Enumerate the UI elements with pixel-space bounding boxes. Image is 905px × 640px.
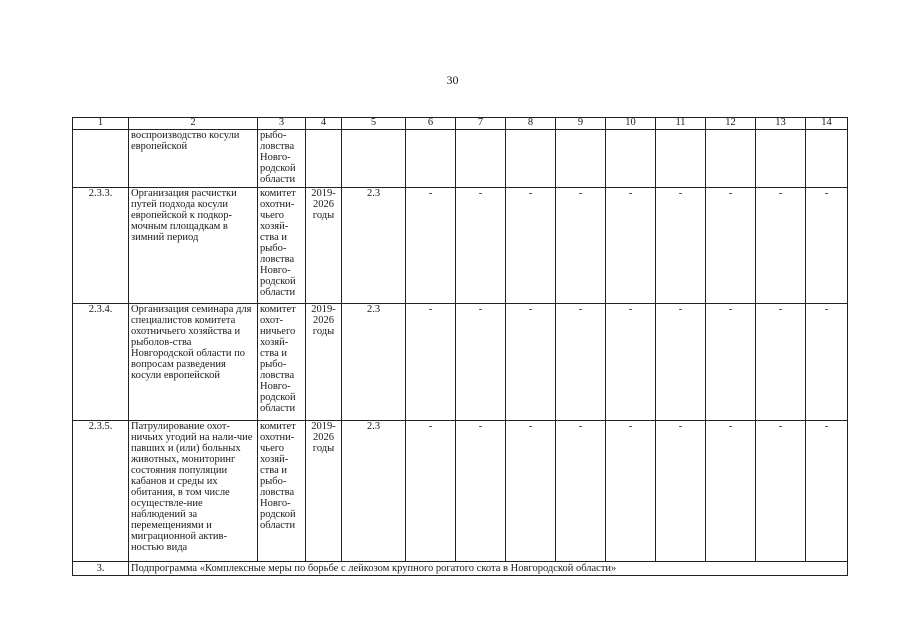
value-cell: - [706, 304, 756, 421]
program-table [72, 117, 848, 576]
activity-name: воспроизводство косули европейской [129, 130, 258, 188]
subprogram-row [73, 562, 848, 576]
column-header: 8 [506, 118, 556, 130]
column-header: 7 [456, 118, 506, 130]
term [306, 130, 342, 188]
value-cell [406, 130, 456, 188]
value-cell: - [406, 304, 456, 421]
value-cell: - [406, 188, 456, 304]
column-header: 14 [806, 118, 848, 130]
value-cell [706, 130, 756, 188]
term: 2019-2026 годы [306, 304, 342, 421]
activity-name: Организация расчистки путей подхода косули европейской к подкор-мочным площадкам в зимний период [129, 188, 258, 304]
value-cell [656, 130, 706, 188]
value-cell: - [506, 188, 556, 304]
table-row [73, 130, 848, 188]
activity-name: Организация семинара для специалистов комитета охотничьего хозяйства и рыболов-ства Новгородской области по вопросам разведения косули европейской [129, 304, 258, 421]
value-cell [456, 130, 506, 188]
column-header: 13 [756, 118, 806, 130]
term: 2019-2026 годы [306, 421, 342, 562]
page-number: 30 [446, 73, 459, 87]
executor: комитет охотни-чьего хозяй-ства и рыбо-ловства Новго-родской области [258, 188, 306, 304]
value-cell: - [406, 421, 456, 562]
value-cell: - [656, 304, 706, 421]
value-cell: - [756, 188, 806, 304]
value-cell [556, 130, 606, 188]
value-cell: - [656, 188, 706, 304]
value-cell [506, 130, 556, 188]
subprogram-title: Подпрограмма «Комплексные меры по борьбе с лейкозом крупного рогатого скота в Новгородской области» [129, 562, 848, 576]
term: 2019-2026 годы [306, 188, 342, 304]
row-number: 2.3.4. [73, 304, 129, 421]
column-header: 5 [342, 118, 406, 130]
table-row [73, 304, 848, 421]
value-cell [606, 130, 656, 188]
value-cell: - [806, 188, 848, 304]
value-cell: - [456, 304, 506, 421]
column-header: 2 [129, 118, 258, 130]
value-cell: - [606, 421, 656, 562]
row-number: 2.3.3. [73, 188, 129, 304]
executor: рыбо-ловства Новго-родской области [258, 130, 306, 188]
value-cell: - [506, 421, 556, 562]
value-cell: - [706, 421, 756, 562]
indicator: 2.3 [342, 188, 406, 304]
value-cell: - [756, 304, 806, 421]
column-header: 9 [556, 118, 606, 130]
column-number-row [73, 118, 848, 130]
value-cell: - [656, 421, 706, 562]
value-cell: - [556, 421, 606, 562]
executor: комитет охот-ничьего хозяй-ства и рыбо-ловства Новго-родской области [258, 304, 306, 421]
column-header: 12 [706, 118, 756, 130]
value-cell: - [606, 304, 656, 421]
row-number: 2.3.5. [73, 421, 129, 562]
value-cell: - [556, 304, 606, 421]
value-cell: - [806, 304, 848, 421]
value-cell: - [806, 421, 848, 562]
value-cell: - [456, 421, 506, 562]
value-cell [806, 130, 848, 188]
column-header: 11 [656, 118, 706, 130]
value-cell: - [556, 188, 606, 304]
column-header: 10 [606, 118, 656, 130]
value-cell: - [506, 304, 556, 421]
table-row [73, 188, 848, 304]
indicator: 2.3 [342, 304, 406, 421]
column-header: 1 [73, 118, 129, 130]
value-cell: - [706, 188, 756, 304]
indicator: 2.3 [342, 421, 406, 562]
column-header: 6 [406, 118, 456, 130]
indicator [342, 130, 406, 188]
value-cell [756, 130, 806, 188]
value-cell: - [456, 188, 506, 304]
executor: комитет охотни-чьего хозяй-ства и рыбо-ловства Новго-родской области [258, 421, 306, 562]
subprogram-number: 3. [73, 562, 129, 576]
table-row [73, 421, 848, 562]
value-cell: - [756, 421, 806, 562]
activity-name: Патрулирование охот-ничьих угодий на нали-чие павших и (или) больных животных, мониторинг состояния популяции кабанов и среды их обитания, в том числе осуществле-ние наблюдений за перемещениями и миграционной актив-ностью вида [129, 421, 258, 562]
column-header: 4 [306, 118, 342, 130]
row-number [73, 130, 129, 188]
value-cell: - [606, 188, 656, 304]
column-header: 3 [258, 118, 306, 130]
